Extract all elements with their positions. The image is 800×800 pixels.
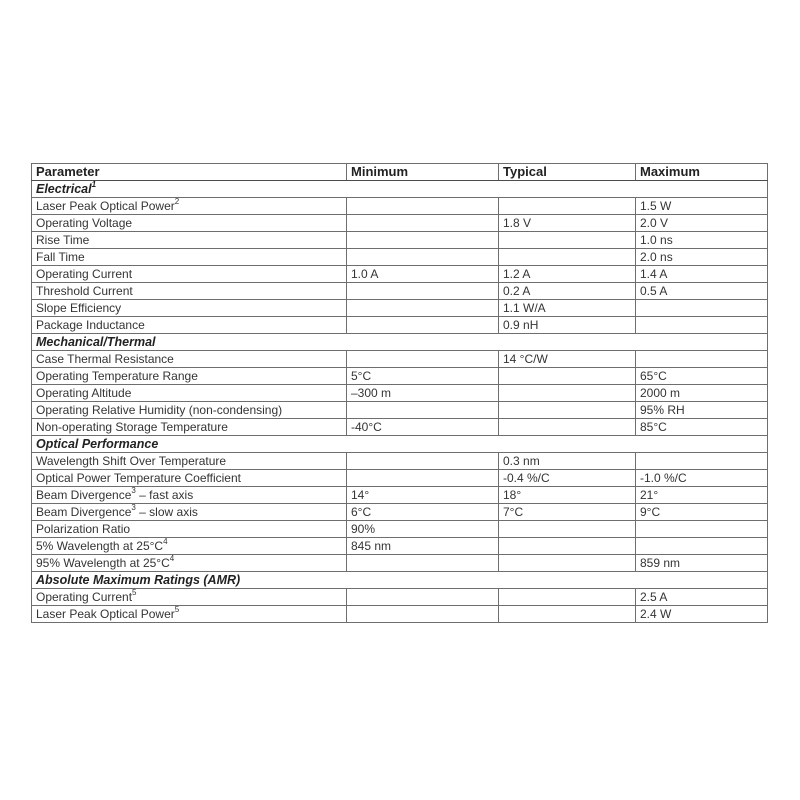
param-footnote: 5 [174,605,180,614]
table-row [32,232,768,249]
param-cell [32,232,347,249]
max-cell: 1.4 A [636,266,768,283]
table-row [32,419,768,436]
param-footnote: 3 [131,503,136,512]
table-row [32,504,768,521]
max-cell: 2.0 ns [636,249,768,266]
param-cell [32,521,347,538]
param-label: Non-operating Storage Temperature [36,420,228,434]
param-label: Laser Peak Optical Power [36,199,175,213]
param-footnote: 4 [169,554,175,563]
param-footnote: 3 [131,486,136,495]
param-cell [32,589,347,606]
param-label: 95% Wavelength at 25°C [36,556,170,570]
param-label: Package Inductance [36,318,145,332]
max-cell [636,538,768,555]
min-cell [347,351,499,368]
min-cell: 5°C [347,368,499,385]
table-row [32,198,768,215]
typ-cell [499,385,636,402]
min-cell [347,555,499,572]
section-title-cell [32,572,768,589]
param-cell [32,300,347,317]
table-row [32,606,768,623]
param-cell [32,470,347,487]
table-row [32,521,768,538]
max-cell: 859 nm [636,555,768,572]
min-cell: 1.0 A [347,266,499,283]
param-label: Optical Performance [36,437,159,451]
max-cell [636,317,768,334]
typ-cell [499,521,636,538]
param-label: Fall Time [36,250,85,264]
param-label: Optical Power Temperature Coefficient [36,471,241,485]
table-row [32,249,768,266]
section-row [32,572,768,589]
min-cell [347,317,499,334]
typ-cell: 14 °C/W [499,351,636,368]
col-header-typical: Typical [499,164,636,181]
min-cell [347,606,499,623]
param-cell [32,504,347,521]
min-cell [347,470,499,487]
typ-cell [499,606,636,623]
param-label: Operating Relative Humidity (non-condensing) [36,403,283,417]
table-row [32,470,768,487]
max-cell: 2.5 A [636,589,768,606]
table-row [32,453,768,470]
max-cell: 21° [636,487,768,504]
table-row [32,300,768,317]
table-row [32,555,768,572]
param-cell [32,351,347,368]
param-label: Beam Divergence [36,505,132,519]
param-cell [32,487,347,504]
param-cell [32,402,347,419]
typ-cell: 0.2 A [499,283,636,300]
typ-cell [499,232,636,249]
section-row [32,181,768,198]
param-footnote: 5 [132,588,137,597]
param-label: Mechanical/Thermal [36,335,156,349]
max-cell: 0.5 A [636,283,768,300]
min-cell [347,283,499,300]
min-cell: 845 nm [347,538,499,555]
section-title-cell [32,334,768,351]
param-label: Operating Temperature Range [36,369,198,383]
typ-cell: 0.9 nH [499,317,636,334]
table-row [32,266,768,283]
col-header-parameter: Parameter [32,164,347,181]
param-footnote: 2 [174,197,180,206]
table-row [32,589,768,606]
param-cell [32,419,347,436]
section-title-cell [32,181,768,198]
min-cell [347,453,499,470]
max-cell: 9°C [636,504,768,521]
min-cell [347,198,499,215]
table-row [32,402,768,419]
min-cell: 90% [347,521,499,538]
typ-cell [499,249,636,266]
param-cell [32,215,347,232]
param-label-suffix: – slow axis [135,505,198,519]
param-label: Polarization Ratio [36,522,131,536]
table-row [32,351,768,368]
header-row [32,164,768,181]
table-row [32,385,768,402]
param-label: Absolute Maximum Ratings (AMR) [36,573,241,587]
typ-cell [499,589,636,606]
section-row [32,436,768,453]
param-cell [32,453,347,470]
typ-cell [499,198,636,215]
min-cell [347,402,499,419]
min-cell: –300 m [347,385,499,402]
param-label: 5% Wavelength at 25°C [36,539,164,553]
param-cell [32,538,347,555]
typ-cell [499,555,636,572]
table-row [32,538,768,555]
col-header-minimum: Minimum [347,164,499,181]
max-cell: 95% RH [636,402,768,419]
param-label: Laser Peak Optical Power [36,607,175,621]
param-label: Operating Voltage [36,216,133,230]
param-label: Rise Time [36,233,90,247]
param-label: Operating Current [36,590,133,604]
param-cell [32,198,347,215]
param-cell [32,385,347,402]
max-cell [636,453,768,470]
typ-cell: 1.1 W/A [499,300,636,317]
typ-cell: 1.2 A [499,266,636,283]
typ-cell [499,538,636,555]
param-cell [32,606,347,623]
section-title-cell [32,436,768,453]
min-cell: 6°C [347,504,499,521]
typ-cell: -0.4 %/C [499,470,636,487]
param-cell [32,368,347,385]
typ-cell [499,368,636,385]
param-label: Operating Current [36,267,133,281]
max-cell [636,521,768,538]
col-header-maximum: Maximum [636,164,768,181]
min-cell [347,232,499,249]
max-cell: -1.0 %/C [636,470,768,487]
min-cell [347,589,499,606]
param-label: Case Thermal Resistance [36,352,174,366]
table-row [32,283,768,300]
table-row [32,215,768,232]
max-cell: 1.5 W [636,198,768,215]
section-row [32,334,768,351]
typ-cell [499,402,636,419]
max-cell: 2000 m [636,385,768,402]
max-cell: 2.4 W [636,606,768,623]
param-cell [32,249,347,266]
param-label: Operating Altitude [36,386,132,400]
typ-cell: 18° [499,487,636,504]
spec-table [31,163,768,623]
typ-cell [499,419,636,436]
table-row [32,368,768,385]
param-cell [32,555,347,572]
param-cell [32,266,347,283]
max-cell [636,300,768,317]
typ-cell: 1.8 V [499,215,636,232]
min-cell [347,215,499,232]
param-cell [32,317,347,334]
max-cell: 2.0 V [636,215,768,232]
min-cell [347,300,499,317]
max-cell: 1.0 ns [636,232,768,249]
min-cell: 14° [347,487,499,504]
param-label: Slope Efficiency [36,301,122,315]
param-footnote: 4 [163,537,168,546]
max-cell: 85°C [636,419,768,436]
typ-cell: 0.3 nm [499,453,636,470]
param-label: Wavelength Shift Over Temperature [36,454,227,468]
min-cell: -40°C [347,419,499,436]
param-label: Threshold Current [36,284,133,298]
min-cell [347,249,499,266]
param-label: Beam Divergence [36,488,132,502]
table-row [32,317,768,334]
param-label: Electrical [36,182,92,196]
param-cell [32,283,347,300]
typ-cell: 7°C [499,504,636,521]
table-row [32,487,768,504]
param-footnote: 1 [91,180,97,189]
max-cell: 65°C [636,368,768,385]
param-label-suffix: – fast axis [135,488,194,502]
max-cell [636,351,768,368]
